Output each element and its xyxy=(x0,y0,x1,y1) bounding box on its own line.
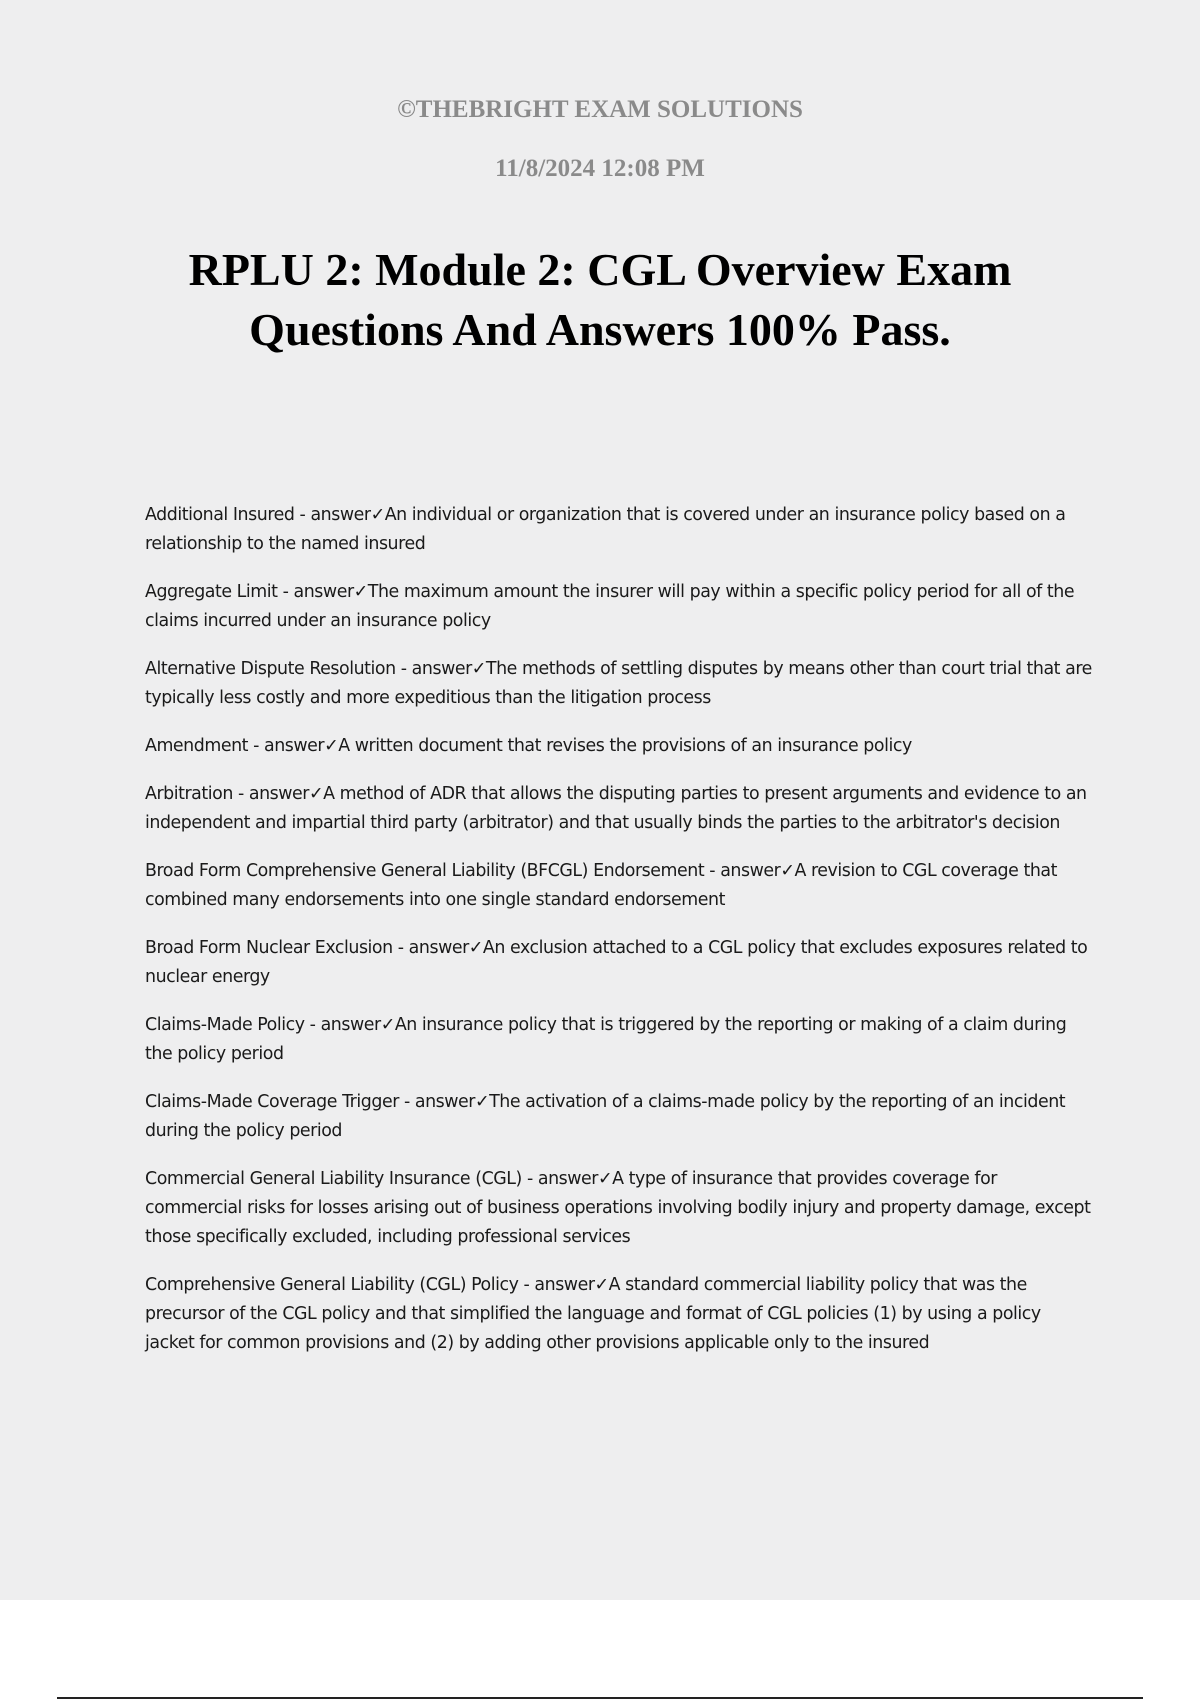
entry-definition: An individual or organization that is covered under an insurance policy based on a relationship to the named insured xyxy=(145,505,1066,554)
check-icon: ✓ xyxy=(474,1092,490,1112)
answer-marker: - answer xyxy=(294,505,371,525)
answer-marker: - answer xyxy=(398,1092,475,1112)
entry-definition: A type of insurance that provides coverage for commercial risks for losses arising out of business operations involving bodily injury and property damage, except those specifically excluded, including professional services xyxy=(145,1169,1091,1247)
entry-definition: A standard commercial liability policy that was the precursor of the CGL policy and that simplified the language and format of CGL policies (1) by using a policy jacket for common provisions and (2) by adding other provisions applicable only to the insured xyxy=(145,1275,1041,1353)
glossary-entry xyxy=(145,1165,1095,1252)
entry-term: Comprehensive General Liability (CGL) Policy xyxy=(145,1275,519,1295)
check-icon: ✓ xyxy=(468,938,483,958)
entry-definition: A method of ADR that allows the disputing parties to present arguments and evidence to an independent and impartial third party (arbitrator) and that usually binds the parties to the arbitrator's decision xyxy=(145,784,1087,833)
answer-marker: - answer xyxy=(395,659,472,679)
glossary-entry xyxy=(145,501,1095,559)
answer-marker: - answer xyxy=(277,582,354,602)
glossary-entry xyxy=(145,732,1095,761)
entry-definition: The activation of a claims-made policy by the reporting of an incident during the policy period xyxy=(145,1092,1066,1141)
check-icon: ✓ xyxy=(370,505,385,525)
entry-definition: An insurance policy that is triggered by the reporting or making of a claim during the policy period xyxy=(145,1015,1067,1064)
answer-marker: - answer xyxy=(232,784,309,804)
entry-definition: The methods of settling disputes by means other than court trial that are typically less costly and more expeditious than the litigation process xyxy=(145,659,1092,708)
entry-definition: A written document that revises the provisions of an insurance policy xyxy=(338,736,912,756)
answer-marker: - answer xyxy=(704,861,781,881)
timestamp-header: 11/8/2024 12:08 PM xyxy=(495,155,705,182)
entry-term: Claims-Made Policy xyxy=(145,1015,305,1035)
entry-term: Amendment xyxy=(145,736,249,756)
entry-definition: The maximum amount the insurer will pay within a specific policy period for all of the claims incurred under an insurance policy xyxy=(145,582,1075,631)
entry-term: Arbitration xyxy=(145,784,233,804)
check-icon: ✓ xyxy=(324,736,339,756)
answer-marker: - answer xyxy=(518,1275,595,1295)
check-icon: ✓ xyxy=(353,582,368,602)
entry-term: Broad Form Comprehensive General Liability (BFCGL) Endorsement xyxy=(145,861,705,881)
entry-term: Commercial General Liability Insurance (CGL) xyxy=(145,1169,522,1189)
glossary-entry xyxy=(145,578,1095,636)
glossary-entry xyxy=(145,1271,1095,1358)
check-icon: ✓ xyxy=(309,784,324,804)
glossary-entry xyxy=(145,857,1095,915)
entry-term: Alternative Dispute Resolution xyxy=(145,659,396,679)
document-title: RPLU 2: Module 2: CGL Overview Exam Questions And Answers 100% Pass. xyxy=(188,244,1012,355)
check-icon: ✓ xyxy=(380,1015,395,1035)
check-icon: ✓ xyxy=(594,1275,609,1295)
entry-term: Additional Insured xyxy=(145,505,295,525)
answer-marker: - answer xyxy=(392,938,469,958)
copyright-header: ©THEBRIGHT EXAM SOLUTIONS xyxy=(397,96,803,123)
glossary-entry xyxy=(145,934,1095,992)
check-icon: ✓ xyxy=(597,1169,613,1189)
answer-marker: - answer xyxy=(248,736,325,756)
entry-term: Aggregate Limit xyxy=(145,582,278,602)
entry-term: Broad Form Nuclear Exclusion xyxy=(145,938,393,958)
check-icon: ✓ xyxy=(780,861,795,881)
entry-term: Claims-Made Coverage Trigger xyxy=(145,1092,399,1112)
footer-divider xyxy=(57,1697,1143,1699)
answer-marker: - answer xyxy=(521,1169,598,1189)
answer-marker: - answer xyxy=(304,1015,381,1035)
entry-definition: An exclusion attached to a CGL policy that excludes exposures related to nuclear energy xyxy=(145,938,1088,987)
glossary-entry xyxy=(145,780,1095,838)
entry-definition: A revision to CGL coverage that combined many endorsements into one single standard endorsement xyxy=(145,861,1057,910)
check-icon: ✓ xyxy=(471,659,486,679)
glossary-entry xyxy=(145,1088,1095,1146)
glossary-entry xyxy=(145,1011,1095,1069)
glossary-entry xyxy=(145,655,1095,713)
glossary-list xyxy=(145,501,1095,1377)
